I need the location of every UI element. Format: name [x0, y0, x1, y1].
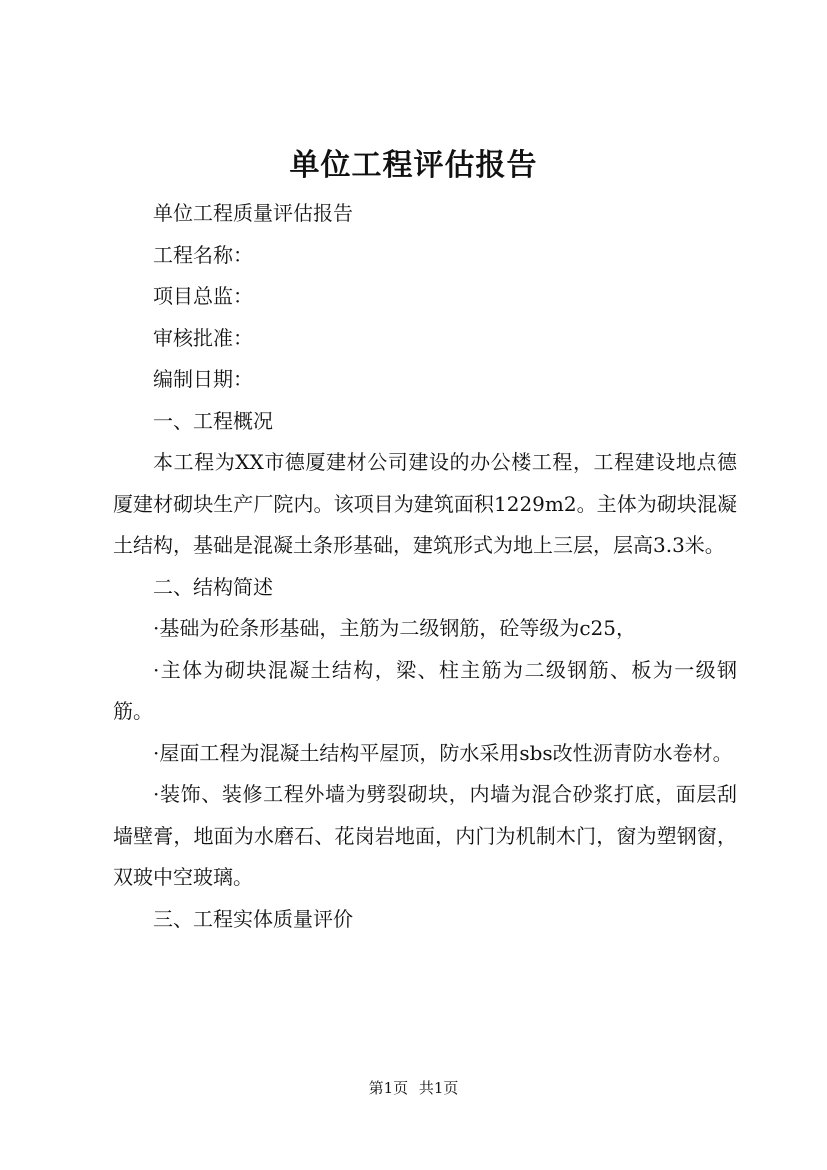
- document-body: [113, 193, 737, 940]
- page-number: 第1页: [368, 1079, 409, 1097]
- page-total: 共1页: [418, 1079, 459, 1097]
- paragraph-approval: 审核批准：: [153, 325, 253, 350]
- paragraph-subtitle: 单位工程质量评估报告: [153, 201, 353, 225]
- paragraph-project-name: 工程名称：: [153, 242, 253, 267]
- bullet-foundation: ·基础为砼条形基础，主筋为二级钢筋，砼等级为c25，: [153, 616, 637, 640]
- bullet-roof: ·屋面工程为混凝土结构平屋顶，防水采用sbs改性沥青防水卷材。: [153, 740, 733, 765]
- section-heading-overview: 一、工程概况: [153, 408, 273, 433]
- paragraph-overview: 本工程为XX市德厦建材公司建设的办公楼工程，工程建设地点德厦建材砌块生产厂院内。该项目为建筑面积1229m2。主体为砌块混凝土结构，基础是混凝土条形基础，建筑形式为地上三层，层高3.3米。: [113, 450, 737, 557]
- paragraph-project-director: 项目总监：: [153, 284, 253, 308]
- bullet-decoration: ·装饰、装修工程外墙为劈裂砌块，内墙为混合砂浆打底，面层刮墙壁膏，地面为水磨石、花岗岩地面，内门为机制木门，窗为塑钢窗，双玻中空玻璃。: [113, 782, 737, 889]
- paragraph-compile-date: 编制日期：: [153, 367, 253, 391]
- document-title: 单位工程评估报告: [289, 148, 538, 183]
- bullet-main-structure: ·主体为砌块混凝土结构，梁、柱主筋为二级钢筋、板为一级钢筋。: [113, 657, 737, 723]
- page-footer: [0, 1078, 827, 1098]
- section-heading-quality: 三、工程实体质量评价: [153, 906, 353, 931]
- section-heading-structure: 二、结构简述: [153, 574, 273, 599]
